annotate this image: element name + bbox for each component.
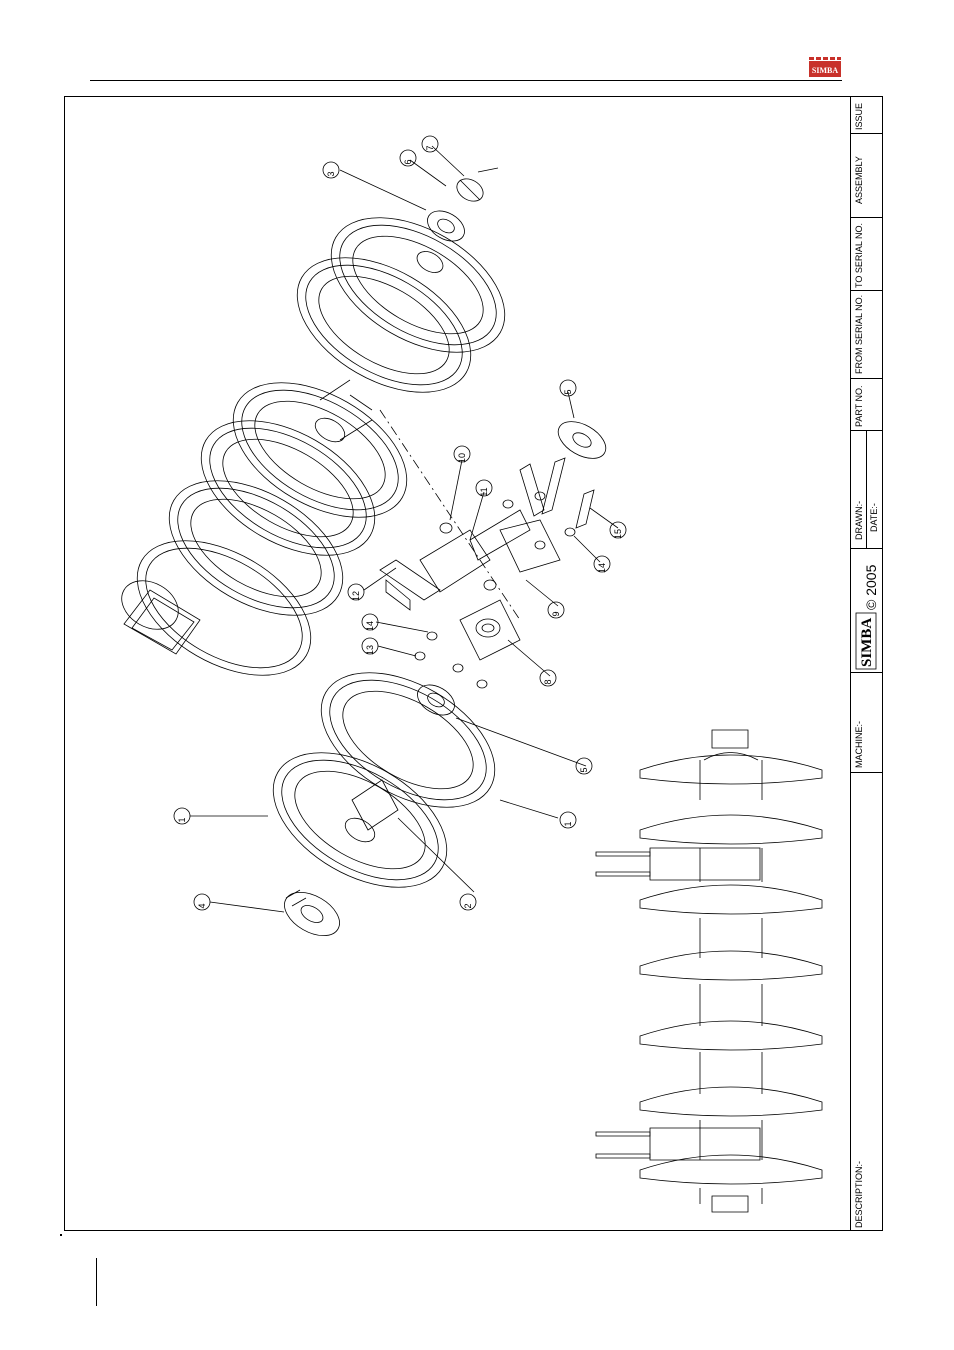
description-label: DESCRIPTION:- [854, 1160, 864, 1228]
callout-labels [177, 145, 623, 908]
callout-1: 1 [177, 817, 187, 823]
shaft [350, 395, 372, 410]
issue-label: ISSUE [854, 102, 864, 130]
callout-14: 14 [597, 562, 607, 574]
machine-label: MACHINE:- [854, 721, 864, 768]
callout-15: 15 [613, 528, 623, 540]
title-divider [850, 217, 883, 218]
to-serial-label: TO SERIAL NO. [854, 222, 864, 288]
callout-14: 14 [365, 620, 375, 632]
callout-8: 8 [543, 679, 553, 685]
brand-text: SIMBA [859, 617, 875, 667]
title-divider [850, 672, 883, 673]
assembly-label: ASSEMBLY [854, 156, 864, 204]
simba-logo-icon [808, 56, 842, 80]
copyright-text: © 2005 [863, 564, 879, 610]
bolts [415, 458, 594, 688]
assembly-drawing [65, 97, 849, 1230]
callout-1: 1 [563, 821, 573, 827]
callout-6: 6 [403, 159, 413, 165]
washer [552, 414, 612, 466]
callout-5: 5 [563, 389, 573, 395]
lower-disc-set [250, 645, 518, 945]
page-mark [60, 1234, 62, 1236]
title-divider [850, 290, 883, 291]
callout-11: 11 [479, 487, 489, 497]
title-divider [850, 378, 883, 379]
drawn-label: DRAWN:- [854, 500, 864, 540]
callout-5: 5 [579, 767, 589, 773]
callout-13: 13 [365, 644, 375, 656]
svg-text:SIMBA: SIMBA [811, 66, 839, 75]
title-divider [850, 772, 883, 773]
header-rule [90, 80, 842, 81]
bracket-assembly [380, 510, 560, 660]
callout-4: 4 [197, 903, 207, 909]
title-divider [866, 430, 867, 548]
leader-lines [190, 146, 618, 912]
from-serial-label: FROM SERIAL NO. [854, 294, 864, 374]
footer-rule [96, 1258, 97, 1306]
retaining-nut [453, 168, 498, 206]
assembled-elevation [596, 730, 822, 1212]
brand-mark [855, 612, 877, 670]
callout-10: 10 [457, 452, 467, 464]
title-divider [850, 133, 883, 134]
callout-12: 12 [351, 590, 361, 602]
callout-3: 3 [326, 171, 336, 177]
date-label: DATE:- [869, 503, 879, 532]
part-no-label: PART NO. [854, 385, 864, 427]
callout-7: 7 [425, 145, 435, 151]
callout-2: 2 [463, 903, 473, 909]
callout-9: 9 [551, 611, 561, 617]
title-divider [850, 548, 883, 549]
